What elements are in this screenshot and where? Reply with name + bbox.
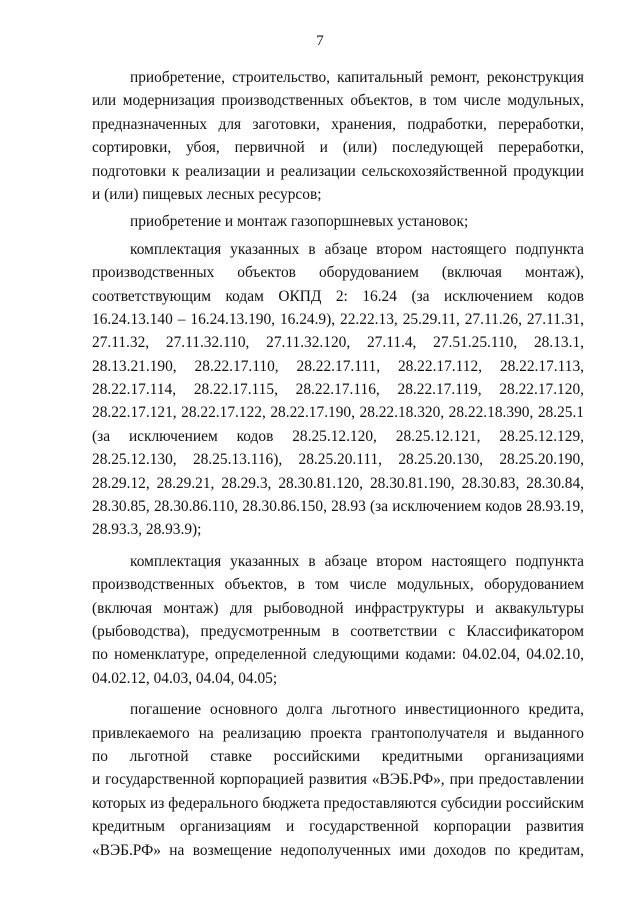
- text-line: погашение основного долга льготного инвестиционного кредита,: [130, 701, 584, 719]
- text-line: 16.24.13.140 – 16.24.13.190, 16.24.9), 22.22.13, 25.29.11, 27.11.26, 27.11.31,: [92, 310, 584, 328]
- text-line: 28.13.21.190, 28.22.17.110, 28.22.17.111, 28.22.17.112, 28.22.17.113,: [92, 357, 584, 375]
- text-line: (за исключением кодов 28.25.12.120, 28.25.12.121, 28.25.12.129,: [92, 427, 584, 445]
- text-line: 28.30.85, 28.30.86.110, 28.30.86.150, 28.93 (за исключением кодов 28.93.19,: [92, 498, 584, 516]
- text-line: или модернизация производственных объектов, в том числе модульных,: [92, 92, 584, 110]
- text-line: приобретение, строительство, капитальный ремонт, реконструкция: [130, 69, 584, 86]
- text-line: по номенклатуре, определенной следующими кодами: 04.02.04, 04.02.10,: [92, 646, 584, 664]
- text-line: «ВЭБ.РФ» на возмещение недополученных ими доходов по кредитам,: [92, 841, 584, 859]
- text-line: комплектация указанных в абзаце втором настоящего подпункта: [130, 552, 584, 570]
- text-line: комплектация указанных в абзаце втором настоящего подпункта: [130, 240, 584, 258]
- text-line: предназначенных для заготовки, хранения, подработки, переработки,: [92, 115, 584, 133]
- text-line: 28.29.12, 28.29.21, 28.29.3, 28.30.81.120, 28.30.81.190, 28.30.83, 28.30.84,: [92, 474, 584, 492]
- text-line: и государственной корпорацией развития «ВЭБ.РФ», при предоставлении: [92, 771, 584, 789]
- text-line: производственных объектов оборудованием (включая монтаж),: [92, 264, 584, 282]
- paragraph-1: [92, 66, 584, 206]
- document-body: [92, 66, 584, 862]
- text-line: 28.22.17.121, 28.22.17.122, 28.22.17.190, 28.22.18.320, 28.22.18.390, 28.25.1: [92, 404, 584, 422]
- paragraph-5: [92, 698, 584, 862]
- text-line: и (или) пищевых лесных ресурсов;: [92, 185, 322, 203]
- paragraph-2: [92, 210, 584, 233]
- text-line: (рыбоводства), предусмотренным в соответствии с Классификатором: [92, 622, 584, 640]
- text-line: кредитным организациям и государственной корпорации развития: [92, 818, 584, 836]
- text-line: производственных объектов, в том числе модульных, оборудованием: [92, 576, 584, 594]
- paragraph-3: [92, 238, 584, 542]
- text-line: 04.02.12, 04.03, 04.04, 04.05;: [92, 669, 278, 687]
- text-line: 28.22.17.114, 28.22.17.115, 28.22.17.116, 28.22.17.119, 28.22.17.120,: [92, 381, 584, 399]
- text-line: соответствующим кодам ОКПД 2: 16.24 (за исключением кодов: [92, 287, 584, 305]
- text-line: по льготной ставке российскими кредитными организациями: [92, 747, 584, 765]
- paragraph-4: [92, 550, 584, 690]
- text-line: которых из федерального бюджета предоставляются субсидии российским: [92, 794, 584, 812]
- page-number: 7: [316, 33, 324, 49]
- text-line: 28.25.12.130, 28.25.13.116), 28.25.20.111, 28.25.20.130, 28.25.20.190,: [92, 451, 584, 469]
- text-line: 27.11.32, 27.11.32.110, 27.11.32.120, 27.11.4, 27.51.25.110, 28.13.1,: [92, 334, 584, 352]
- text-line: привлекаемого на реализацию проекта грантополучателя и выданного: [92, 724, 584, 742]
- text-line: подготовки к реализации и реализации сельскохозяйственной продукции: [92, 162, 584, 180]
- text-line: 28.93.3, 28.93.9);: [92, 521, 202, 539]
- text-line: (включая монтаж) для рыбоводной инфраструктуры и аквакультуры: [92, 599, 584, 617]
- text-line: приобретение и монтаж газопоршневых установок;: [130, 213, 469, 231]
- text-line: сортировки, убоя, первичной и (или) последующей переработки,: [92, 139, 584, 157]
